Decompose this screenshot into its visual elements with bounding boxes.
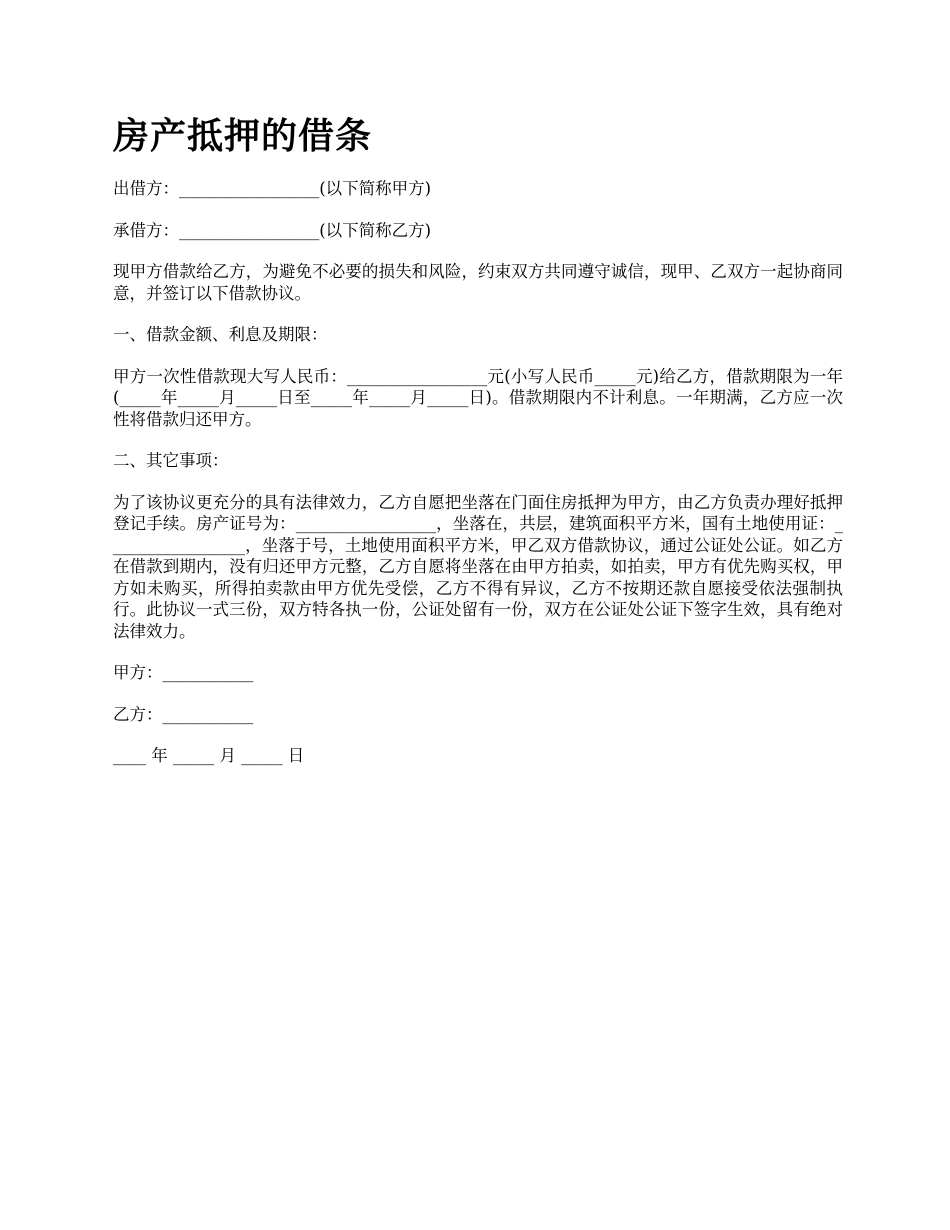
intro-paragraph: 现甲方借款给乙方，为避免不必要的损失和风险，约束双方共同遵守诚信，现甲、乙双方一起协商同意，并签订以下借款协议。: [113, 262, 843, 303]
lender-line: 出借方：_________________(以下简称甲方): [113, 179, 432, 198]
party-b-signature: 乙方：___________: [113, 704, 254, 724]
section1-heading: 一、借款金额、利息及期限：: [113, 325, 328, 344]
date-line: ____ 年 _____ 月 _____ 日: [113, 746, 305, 765]
section1-body: 甲方一次性借款现大写人民币：_________________元(小写人民币_____元)给乙方，借款期限为一年(_____年_____月_____日至_____年_____月_____日)。借款期限内不计利息。一年期满，乙方应一次性将借款归还甲方。: [113, 366, 843, 429]
document-title: 房产抵押的借条: [113, 115, 373, 157]
document-page: [113, 112, 843, 787]
section2-heading: 二、其它事项：: [113, 451, 229, 470]
party-a-signature: 甲方：___________: [113, 663, 254, 682]
borrower-line: 承借方：_________________(以下简称乙方): [113, 220, 432, 240]
section2-body: 为了该协议更充分的具有法律效力，乙方自愿把坐落在门面住房抵押为甲方，由乙方负责办理好抵押登记手续。房产证号为：_________________，坐落在，共层，建筑面积平方米，国有土地使用证：_________________，坐落于号，土地使用面积平方米，甲乙双方借款协议，通过公证处公证。如乙方在借款到期内，没有归还甲方元整，乙方自愿将坐落在由甲方拍卖，如拍卖，甲方有优先购买权，甲方如未购买，所得拍卖款由甲方优先受偿，乙方不得有异议，乙方不按期还款自愿接受依法强制执行。此协议一式三份，双方特各执一份，公证处留有一份，双方在公证处公证下签字生效，具有绝对法律效力。: [113, 492, 843, 641]
